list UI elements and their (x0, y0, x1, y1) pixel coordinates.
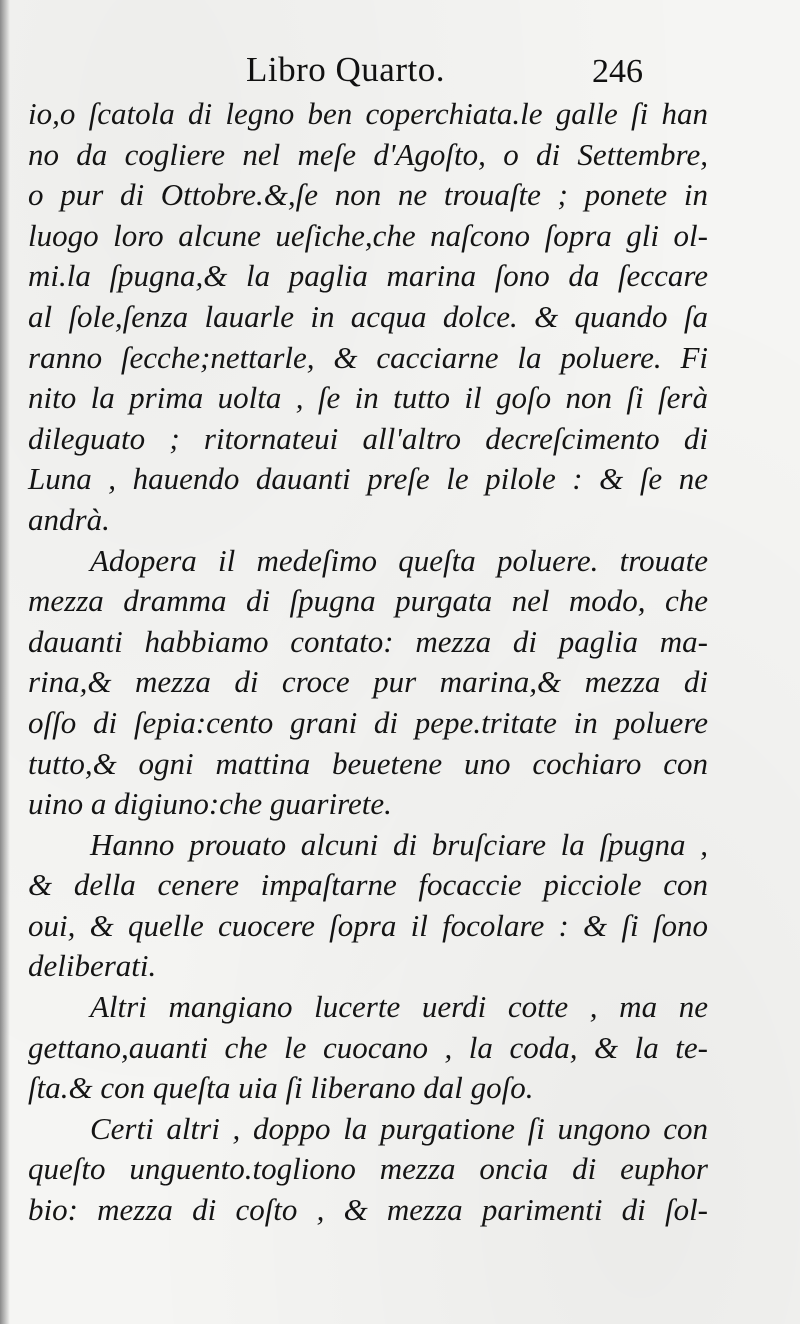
text-line: tutto,& ogni mattina beuetene uno cochiaro con (28, 745, 708, 781)
text-line: gettano,auanti che le cuocano , la coda, & la te- (28, 1029, 708, 1065)
page-header (0, 50, 800, 100)
text-line: io,o ſcatola di legno ben coperchiata.le galle ſi han (28, 96, 708, 131)
paragraph-first-line: Hanno prouato alcuni di bruſciare la ſpugna , (90, 826, 708, 862)
page-number: 246 (592, 53, 643, 90)
text-line: bio: mezza di coſto , & mezza parimenti di ſol- (28, 1192, 708, 1228)
text-line: nito la prima uolta , ſe in tutto il goſo non ſi ſerà (28, 380, 708, 416)
text-line: luogo loro alcune ueſiche,che naſcono ſopra gli ol- (28, 217, 708, 253)
text-line: & della cenere impaſtarne focaccie picciole con (28, 867, 708, 903)
text-line: rina,& mezza di croce pur marina,& mezza di (28, 664, 708, 700)
text-line: Luna , hauendo dauanti preſe le pilole : & ſe ne (28, 461, 708, 497)
text-line: mi.la ſpugna,& la paglia marina ſono da ſeccare (28, 258, 708, 294)
text-line: oui, & quelle cuocere ſopra il focolare : & ſi ſono (28, 907, 708, 943)
body-text (28, 94, 708, 1231)
text-line: mezza dramma di ſpugna purgata nel modo, che (28, 583, 708, 619)
text-line: dauanti habbiamo contato: mezza di paglia ma- (28, 623, 708, 659)
text-line: ſta.& con queſta uia ſi liberano dal goſo. (28, 1070, 534, 1106)
paragraph-first-line: Altri mangiano lucerte uerdi cotte , ma ne (90, 989, 708, 1025)
text-line: no da cogliere nel meſe d'Agoſto, o di Settembre, (28, 136, 708, 172)
text-line: andrà. (28, 501, 110, 537)
page-gutter-shadow (0, 0, 10, 1324)
paragraph-first-line: Certi altri , doppo la purgatione ſi ungono con (90, 1110, 708, 1146)
text-line: queſto unguento.togliono mezza oncia di euphor (28, 1151, 708, 1187)
paragraph-first-line: Adopera il medeſimo queſta poluere. trouate (90, 542, 708, 578)
text-line: dileguato ; ritornateui all'altro decreſcimento di (28, 420, 708, 456)
text-line: oſſo di ſepia:cento grani di pepe.tritate in poluere (28, 704, 708, 740)
text-line: ranno ſecche;nettarle, & cacciarne la poluere. Fi (28, 339, 708, 375)
running-head: Libro Quarto. (246, 50, 445, 89)
text-line: o pur di Ottobre.&,ſe non ne trouaſte ; ponete in (28, 177, 708, 213)
text-line: deliberati. (28, 948, 157, 984)
text-line: uino a digiuno:che guarirete. (28, 786, 392, 822)
text-line: al ſole,ſenza lauarle in acqua dolce. & quando ſa (28, 298, 708, 334)
